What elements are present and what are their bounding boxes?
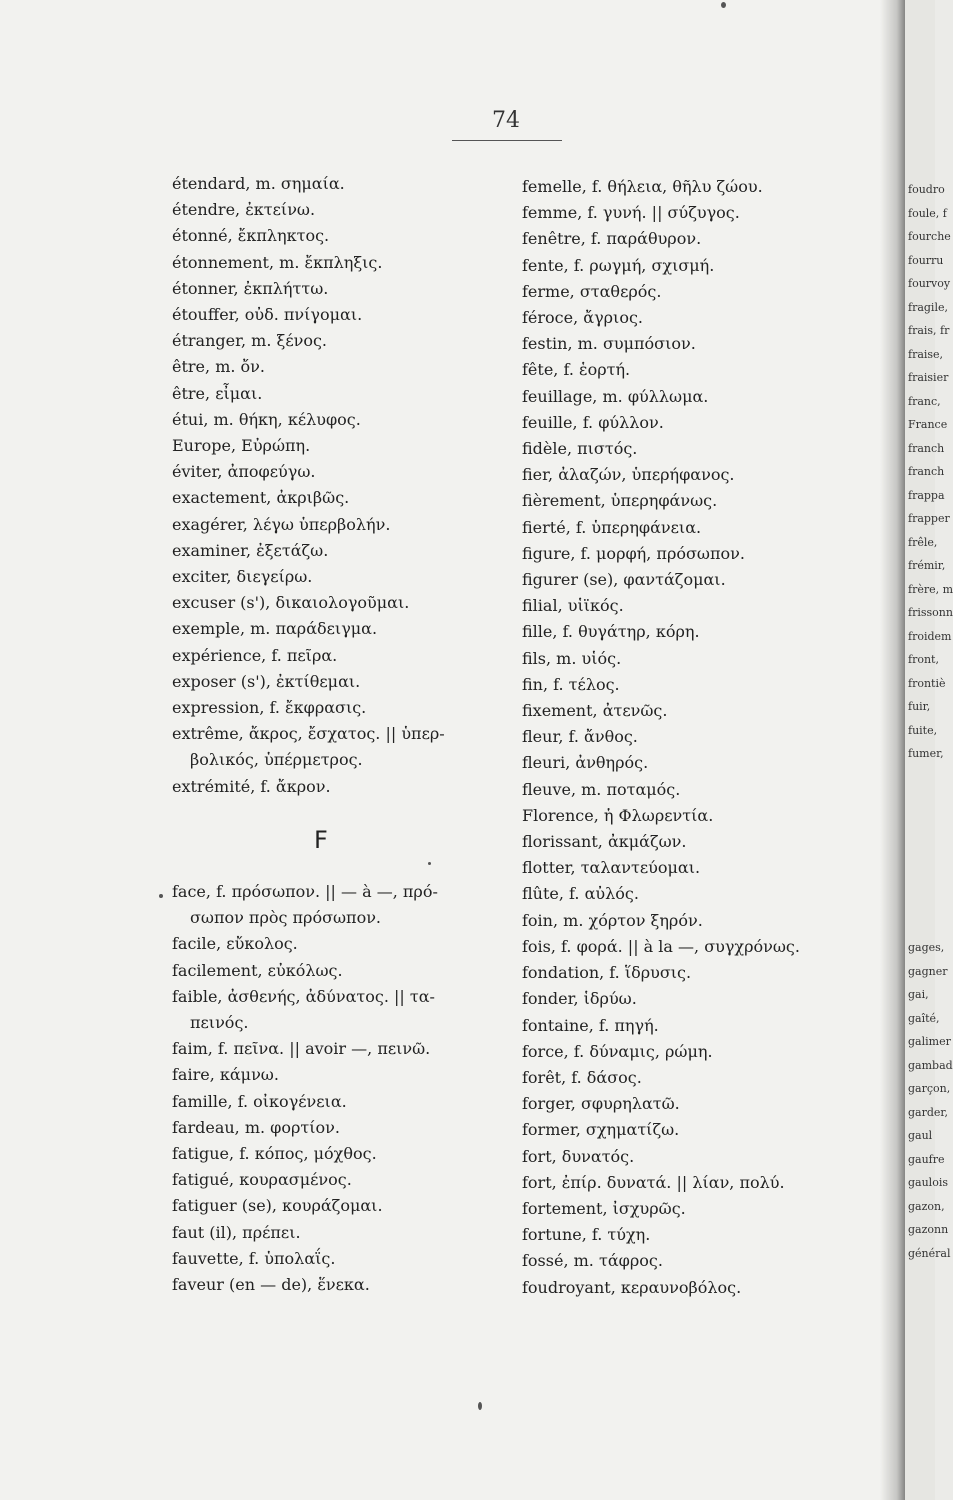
dictionary-entry: facilement, εὐκόλως.	[172, 960, 343, 980]
dictionary-entry: fourche	[908, 230, 951, 243]
dictionary-entry: étranger, m. ξένος.	[172, 331, 328, 351]
dictionary-entry: fois, f. φορά. || à la —, συγχρόνως.	[522, 936, 800, 956]
dictionary-entry: faim, f. πεῖνα. || avoir —, πεινῶ.	[172, 1039, 431, 1059]
dictionary-entry: fatigue, f. κόπος, μόχθος.	[172, 1144, 377, 1164]
dictionary-entry: femelle, f. θήλεια, θῆλυ ζώου.	[522, 177, 763, 196]
dictionary-entry: expérience, f. πεῖρα.	[172, 645, 338, 665]
dictionary-entry: fortune, f. τύχη.	[522, 1225, 651, 1245]
page-number-rule	[452, 140, 562, 141]
dictionary-entry: fonder, ἱδρύω.	[522, 989, 637, 1009]
dictionary-entry: fuite,	[908, 723, 938, 737]
dictionary-entry: faut (il), πρέπει.	[172, 1222, 301, 1242]
dictionary-entry: fente, f. ρωγμή, σχισμή.	[522, 255, 715, 275]
dictionary-entry: faveur (en — de), ἕνεκα.	[172, 1275, 370, 1295]
dictionary-entry: foule, f	[908, 206, 947, 220]
dictionary-entry: froidem	[908, 629, 952, 643]
right-column-entries	[522, 174, 800, 1301]
dictionary-entry: exciter, διεγείρω.	[172, 567, 313, 587]
dictionary-entry: fossé, m. τάφρος.	[522, 1251, 663, 1271]
dictionary-entry: exemple, m. παράδειγμα.	[172, 619, 378, 639]
dictionary-entry: France	[908, 418, 948, 431]
dictionary-entry: forêt, f. δάσος.	[522, 1067, 642, 1087]
dictionary-entry: fort, ἐπίρ. δυνατά. || λίαν, πολύ.	[522, 1172, 785, 1192]
dictionary-entry: flotter, ταλαντεύομαι.	[522, 858, 701, 878]
dictionary-entry: étui, m. θήκη, κέλυφος.	[172, 409, 361, 429]
dictionary-entry: βολικός, ὑπέρμετρος.	[190, 750, 363, 770]
ink-speck	[428, 862, 431, 865]
dictionary-entry: frontiè	[908, 676, 946, 690]
dictionary-entry: feuille, f. φύλλον.	[522, 412, 664, 432]
dictionary-entry: fièrement, ὑπερηφάνως.	[522, 491, 718, 511]
dictionary-entry: féroce, ἄγριος.	[522, 308, 643, 328]
dictionary-entry: étonnement, m. ἔκπληξις.	[172, 252, 383, 272]
dictionary-entry: gaulois	[908, 1176, 948, 1189]
dictionary-entry: étonner, ἐκπλήττω.	[172, 278, 329, 298]
dictionary-entry: front,	[908, 653, 939, 666]
dictionary-entry: exagérer, λέγω ὑπερβολήν.	[172, 514, 391, 534]
dictionary-entry: gambad	[908, 1058, 953, 1072]
dictionary-entry: exposer (s'), ἐκτίθεμαι.	[172, 671, 361, 691]
dictionary-entry: franch	[908, 465, 945, 478]
left-column-f-entries	[172, 879, 438, 1298]
dictionary-entry: franc,	[908, 394, 941, 408]
dictionary-entry: exactement, ἀκριβῶς.	[172, 488, 350, 508]
dictionary-entry: extrémité, f. ἄκρον.	[172, 776, 331, 796]
dictionary-entry: fatigué, κουρασμένος.	[172, 1170, 352, 1190]
dictionary-entry: filial, υἱϊκός.	[522, 596, 624, 616]
dictionary-entry: fille, f. θυγάτηρ, κόρη.	[522, 622, 700, 642]
dictionary-entry: πεινός.	[190, 1013, 249, 1033]
dictionary-entry: fleur, f. ἄνθος.	[522, 727, 638, 747]
dictionary-entry: fête, f. ἑορτή.	[522, 360, 631, 380]
ink-speck	[721, 2, 726, 8]
dictionary-entry: face, f. πρόσωπον. || — à —, πρό-	[172, 882, 438, 901]
dictionary-entry: ferme, σταθερός.	[522, 281, 662, 301]
dictionary-entry: fauvette, f. ὑπολαΐς.	[172, 1248, 336, 1268]
dictionary-entry: fort, δυνατός.	[522, 1146, 635, 1166]
book-spine-shadow	[880, 0, 908, 1500]
dictionary-entry: foin, m. χόρτον ξηρόν.	[522, 910, 703, 930]
dictionary-entry: gazon,	[908, 1199, 945, 1213]
dictionary-entry: fraisier	[908, 371, 949, 384]
dictionary-entry: famille, f. οἰκογένεια.	[172, 1091, 347, 1111]
dictionary-entry: foudro	[908, 183, 945, 196]
dictionary-entry: gazonn	[908, 1223, 949, 1236]
dictionary-entry: fidèle, πιστός.	[522, 439, 638, 459]
dictionary-entry: fourvoy	[908, 277, 951, 290]
dictionary-entry: gai,	[908, 988, 929, 1001]
dictionary-entry: fortement, ἰσχυρῶς.	[522, 1198, 686, 1218]
dictionary-entry: éviter, ἀποφεύγω.	[172, 462, 316, 482]
dictionary-entry: franch	[908, 441, 945, 455]
dictionary-entry: étendard, m. σημαία.	[172, 174, 345, 193]
dictionary-entry: expression, f. ἔκφρασις.	[172, 698, 367, 718]
dictionary-entry: gaul	[908, 1129, 933, 1142]
adjacent-page-bottom-fragments	[908, 936, 953, 1265]
dictionary-entry: général	[908, 1246, 951, 1260]
dictionary-entry: excuser (s'), δικαιολογοῦμαι.	[172, 593, 410, 613]
dictionary-entry: femme, f. γυνή. || σύζυγος.	[522, 203, 740, 223]
dictionary-entry: étouffer, οὐδ. πνίγομαι.	[172, 305, 363, 325]
dictionary-entry: faible, ἀσθενής, ἀδύνατος. || τα-	[172, 986, 435, 1006]
dictionary-entry: galimer	[908, 1035, 951, 1048]
dictionary-entry: feuillage, m. φύλλωμα.	[522, 386, 709, 406]
dictionary-entry: florissant, ἀκμάζων.	[522, 832, 687, 852]
dictionary-entry: frapper	[908, 512, 950, 525]
dictionary-entry: fraise,	[908, 347, 944, 361]
dictionary-entry: fils, m. υἱός.	[522, 648, 622, 668]
dictionary-entry: frêle,	[908, 535, 938, 549]
dictionary-entry: fuir,	[908, 700, 931, 713]
dictionary-entry: frappa	[908, 488, 945, 502]
dictionary-entry: fragile,	[908, 300, 948, 314]
dictionary-entry: examiner, ἐξετάζω.	[172, 540, 329, 560]
dictionary-entry: forger, σφυρηλατῶ.	[522, 1094, 680, 1114]
ink-speck	[478, 1402, 482, 1410]
dictionary-entry: facile, εὔκολος.	[172, 934, 298, 954]
dictionary-entry: fardeau, m. φορτίον.	[172, 1117, 340, 1137]
dictionary-entry: festin, m. συμπόσιον.	[522, 334, 696, 354]
dictionary-entry: gagner	[908, 964, 948, 978]
adjacent-page-top-fragments	[908, 178, 953, 766]
dictionary-entry: Florence, ἡ Φλωρεντία.	[522, 805, 714, 825]
adjacent-page-edge	[905, 0, 953, 1500]
dictionary-entry: foudroyant, κεραυνοβόλος.	[522, 1277, 742, 1297]
dictionary-entry: étonné, ἔκπληκτος.	[172, 226, 330, 246]
dictionary-entry: flûte, f. αὐλός.	[522, 884, 639, 904]
dictionary-entry: fleuri, ἀνθηρός.	[522, 753, 649, 773]
dictionary-entry: fleuve, m. ποταμός.	[522, 779, 681, 799]
dictionary-entry: σωπον πρὸς πρόσωπον.	[190, 908, 382, 928]
dictionary-entry: frère, m	[908, 582, 953, 596]
dictionary-entry: Europe, Εὐρώπη.	[172, 436, 311, 456]
dictionary-entry: fourru	[908, 253, 944, 267]
dictionary-entry: former, σχηματίζω.	[522, 1120, 680, 1140]
dictionary-entry: figurer (se), φαντάζομαι.	[522, 570, 726, 590]
dictionary-entry: faire, κάμνω.	[172, 1065, 279, 1085]
dictionary-entry: frais, fr	[908, 324, 950, 337]
dictionary-entry: frémir,	[908, 559, 946, 572]
dictionary-entry: gaufre	[908, 1152, 945, 1166]
dictionary-entry: fier, ἀλαζών, ὑπερήφανος.	[522, 465, 735, 485]
dictionary-entry: fixement, ἀτενῶς.	[522, 701, 668, 721]
dictionary-entry: gages,	[908, 941, 945, 954]
dictionary-entry: être, εἶμαι.	[172, 383, 263, 403]
left-column-entries	[172, 171, 445, 800]
dictionary-entry: fenêtre, f. παράθυρον.	[522, 229, 702, 249]
dictionary-entry: garçon,	[908, 1082, 951, 1095]
ink-speck	[159, 894, 163, 898]
page-number: 74	[492, 108, 520, 133]
dictionary-entry: force, f. δύναμις, ρώμη.	[522, 1041, 713, 1061]
dictionary-entry: fierté, f. ὑπερηφάνεια.	[522, 517, 702, 537]
dictionary-entry: fontaine, f. πηγή.	[522, 1015, 659, 1035]
dictionary-entry: frissonn	[908, 606, 953, 619]
section-letter: F	[314, 826, 328, 854]
dictionary-entry: figure, f. μορφή, πρόσωπον.	[522, 543, 745, 563]
dictionary-entry: fondation, f. ἵδρυσις.	[522, 963, 692, 983]
dictionary-entry: gaîté,	[908, 1011, 940, 1025]
dictionary-entry: étendre, ἐκτείνω.	[172, 200, 316, 220]
dictionary-entry: garder,	[908, 1105, 948, 1119]
dictionary-entry: fatiguer (se), κουράζομαι.	[172, 1196, 383, 1216]
dictionary-entry: fumer,	[908, 747, 944, 760]
dictionary-entry: fin, f. τέλος.	[522, 674, 620, 694]
dictionary-entry: être, m. ὄν.	[172, 357, 265, 377]
dictionary-entry: extrême, ἄκρος, ἔσχατος. || ὑπερ-	[172, 724, 445, 744]
